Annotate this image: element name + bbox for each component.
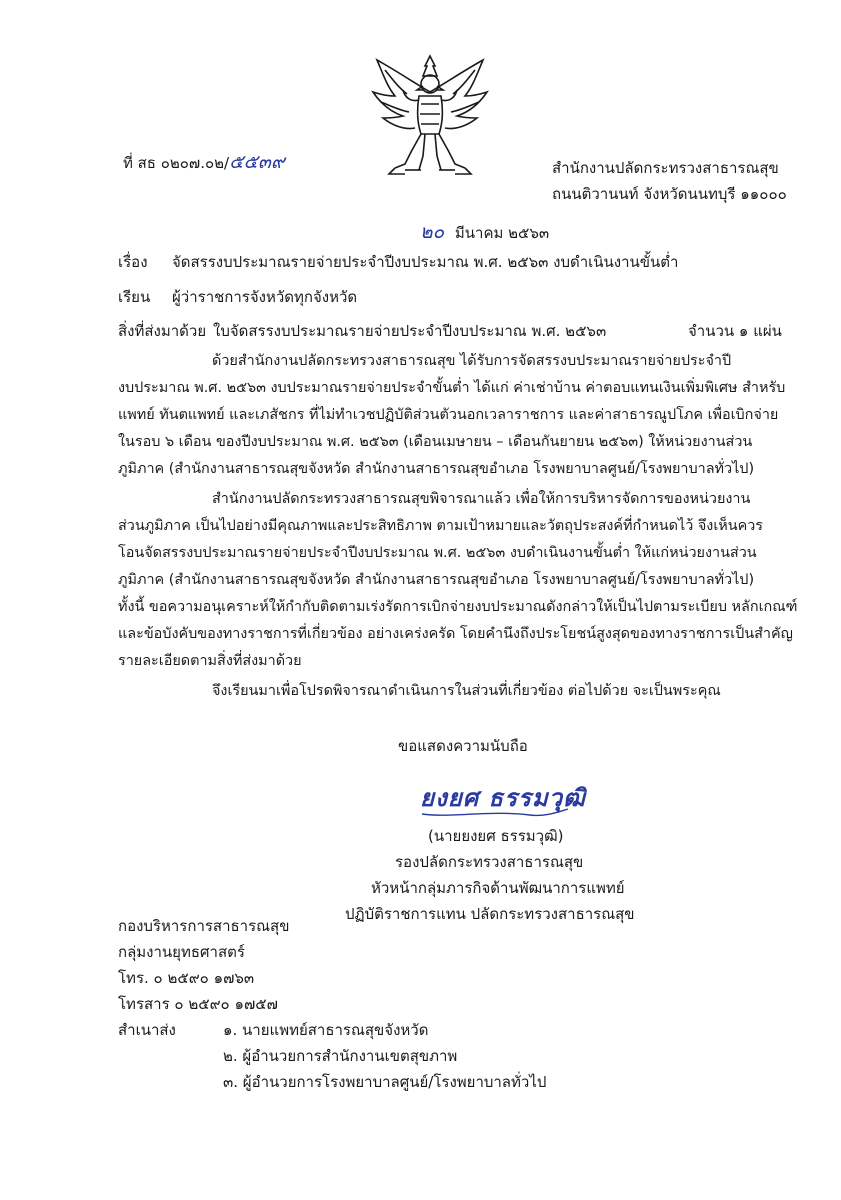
paragraph-line: แพทย์ ทันตแพทย์ และเภสัชกร ที่ไม่ทำเวชปฏิบัติส่วนตัวนอกเวลาราชการ และค่าสาธารณูปโภค เพื่อเบิกจ่าย <box>118 407 779 423</box>
paragraph-line: ภูมิภาค (สำนักงานสาธารณสุขจังหวัด สำนักงานสาธารณสุขอำเภอ โรงพยาบาลศูนย์/โรงพยาบาลทั่วไป) <box>118 572 755 588</box>
subject-label: เรื่อง <box>118 253 148 271</box>
attachment-text: ใบจัดสรรงบประมาณรายจ่ายประจำปีงบประมาณ พ.ศ. ๒๕๖๓ <box>213 322 607 340</box>
signature-flourish-icon <box>420 806 570 820</box>
body-paragraph-2 <box>118 486 798 675</box>
attachment-label: สิ่งที่ส่งมาด้วย <box>118 322 207 340</box>
paragraph-line: โอนจัดสรรงบประมาณรายจ่ายประจำปีงบประมาณ พ.ศ. ๒๕๖๓ งบดำเนินงานขั้นต่ำ ให้แก่หน่วยงานส่วน <box>118 545 757 561</box>
signatory-name: (นายยงยศ ธรรมวุฒิ) <box>428 827 564 845</box>
cc-item: ๑. นายแพทย์สาธารณสุขจังหวัด <box>223 1021 429 1039</box>
body-paragraph-1 <box>118 348 786 483</box>
recipient-text: ผู้ว่าราชการจังหวัดทุกจังหวัด <box>172 288 358 306</box>
paragraph-line: ด้วยสำนักงานปลัดกระทรวงสาธารณสุข ได้รับการจัดสรรงบประมาณรายจ่ายประจำปี <box>212 353 732 369</box>
paragraph-line: รายละเอียดตามสิ่งที่ส่งมาด้วย <box>118 653 302 669</box>
doc-number-prefix: ที่ สธ ๐๒๐๗.๐๒/ <box>123 154 230 172</box>
body-paragraph-3 <box>212 678 732 705</box>
office-name: สำนักงานปลัดกระทรวงสาธารณสุข <box>552 159 779 177</box>
signatory-title-2: หัวหน้ากลุ่มภารกิจด้านพัฒนาการแพทย์ <box>371 879 625 897</box>
footer-fax: โทรสาร ๐ ๒๕๙๐ ๑๗๕๗ <box>118 995 278 1013</box>
paragraph-line: จึงเรียนมาเพื่อโปรดพิจารณาดำเนินการในส่วนที่เกี่ยวข้อง ต่อไปด้วย จะเป็นพระคุณ <box>212 683 721 699</box>
cc-label: สำเนาส่ง <box>118 1021 176 1039</box>
footer-tel: โทร. ๐ ๒๕๙๐ ๑๗๖๓ <box>118 969 255 987</box>
paragraph-line: ในรอบ ๖ เดือน ของปีงบประมาณ พ.ศ. ๒๕๖๓ (เดือนเมษายน – เดือนกันยายน ๒๕๖๓) ให้หน่วยงานส่วน <box>118 434 753 450</box>
cc-item: ๒. ผู้อำนวยการสำนักงานเขตสุขภาพ <box>223 1047 458 1065</box>
closing-text: ขอแสดงความนับถือ <box>398 737 528 755</box>
date-day-handwritten: ๒๐ <box>420 221 445 243</box>
paragraph-line: และข้อบังคับของทางราชการที่เกี่ยวข้อง อย่างเคร่งครัด โดยคำนึงถึงประโยชน์สูงสุดของทางราชการเป็นสำคัญ <box>118 626 793 642</box>
date-month-year: มีนาคม ๒๕๖๓ <box>454 224 550 242</box>
paragraph-line: ภูมิภาค (สำนักงานสาธารณสุขจังหวัด สำนักงานสาธารณสุขอำเภอ โรงพยาบาลศูนย์/โรงพยาบาลทั่วไป) <box>118 461 755 477</box>
paragraph-line: ทั้งนี้ ขอความอนุเคราะห์ให้กำกับติดตามเร่งรัดการเบิกจ่ายงบประมาณดังกล่าวให้เป็นไปตามระเบียบ หลักเกณฑ์ <box>118 599 798 615</box>
signature-handwritten: ยงยศ ธรรมวุฒิ <box>420 783 586 812</box>
doc-number <box>123 152 285 173</box>
attachment-count: จำนวน ๑ แผ่น <box>688 322 782 340</box>
recipient-label: เรียน <box>118 288 151 306</box>
garuda-emblem-icon <box>365 52 495 177</box>
paragraph-line: งบประมาณ พ.ศ. ๒๕๖๓ งบประมาณรายจ่ายประจำขั้นต่ำ ได้แก่ ค่าเช่าบ้าน ค่าตอบแทนเงินเพิ่มพิเศษ สำหรับ <box>118 380 786 396</box>
cc-item: ๓. ผู้อำนวยการโรงพยาบาลศูนย์/โรงพยาบาลทั่วไป <box>223 1073 547 1091</box>
footer-division: กองบริหารการสาธารณสุข <box>118 917 290 935</box>
office-address: ถนนติวานนท์ จังหวัดนนทบุรี ๑๑๐๐๐ <box>552 185 787 203</box>
signatory-title-1: รองปลัดกระทรวงสาธารณสุข <box>395 853 584 871</box>
paragraph-line: สำนักงานปลัดกระทรวงสาธารณสุขพิจารณาแล้ว เพื่อให้การบริหารจัดการของหน่วยงาน <box>212 491 751 507</box>
footer-group: กลุ่มงานยุทธศาสตร์ <box>118 943 245 961</box>
letter-date <box>420 222 549 243</box>
signatory-title-3: ปฏิบัติราชการแทน ปลัดกระทรวงสาธารณสุข <box>345 905 635 923</box>
doc-number-handwritten: ๕๕๓๙ <box>229 151 285 173</box>
paragraph-line: ส่วนภูมิภาค เป็นไปอย่างมีคุณภาพและประสิทธิภาพ ตามเป้าหมายและวัตถุประสงค์ที่กำหนดไว้ จึงเห็นควร <box>118 518 763 534</box>
subject-text: จัดสรรงบประมาณรายจ่ายประจำปีงบประมาณ พ.ศ. ๒๕๖๓ งบดำเนินงานขั้นต่ำ <box>172 253 679 271</box>
